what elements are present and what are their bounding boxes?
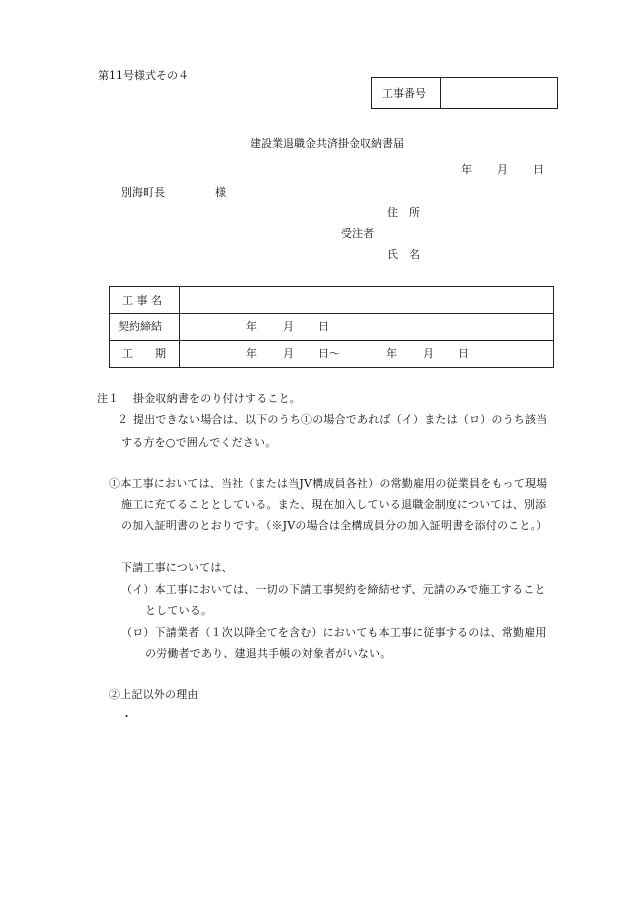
reason-1-line-2: 施工に充てることとしている。また、現在加入している退職金制度については、別添 xyxy=(121,498,547,511)
row-project-name-label: 工 事 名 xyxy=(122,294,162,307)
reason-1-line-1: ①本工事においては、当社（または当JV構成員各社）の常勤雇用の従業員をもって現場 xyxy=(109,477,548,490)
note-2-line-1: 提出できない場合は、以下のうち①の場合であれば（イ）または（ロ）のうち該当 xyxy=(133,413,548,426)
table-row-divider-2 xyxy=(110,340,553,341)
period-start-month: 月 xyxy=(283,347,294,360)
contract-table xyxy=(109,286,554,368)
reason-1-line-3: の加入証明書のとおりです。（※JVの場合は全構成員分の加入証明書を添付のこと。） xyxy=(121,519,548,532)
period-end-year: 年 xyxy=(386,347,397,360)
project-number-divider xyxy=(440,78,441,108)
note-1-text: 掛金収納書をのり付けすること。 xyxy=(133,392,301,405)
table-row-divider-1 xyxy=(110,313,553,314)
subcontract-ro-line-1: （ロ）下請業者（１次以降全てを含む）においても本工事に従事するのは、常勤雇用 xyxy=(121,626,547,639)
contract-month: 月 xyxy=(283,320,294,333)
row-contract-date-label: 契約締結 xyxy=(118,320,162,333)
note-2-number: ２ xyxy=(117,413,128,426)
period-end-day: 日 xyxy=(458,347,469,360)
subcontract-i-line-2: としている。 xyxy=(145,604,213,617)
period-start-day: 日～ xyxy=(318,347,340,360)
contractor-address-label: 住 所 xyxy=(387,206,420,219)
project-number-label: 工事番号 xyxy=(382,87,426,100)
document-title: 建設業退職金共済掛金収納書届 xyxy=(250,137,404,150)
period-start-year: 年 xyxy=(246,347,257,360)
contract-day: 日 xyxy=(318,320,329,333)
form-number: 第11号様式その４ xyxy=(98,69,189,82)
period-end-month: 月 xyxy=(423,347,434,360)
project-number-box xyxy=(371,77,558,109)
contract-year: 年 xyxy=(246,320,257,333)
row-period-label: 工 期 xyxy=(122,347,166,360)
date-day: 日 xyxy=(533,163,544,176)
date-month: 月 xyxy=(497,163,508,176)
note-1-number: 注１ xyxy=(97,392,119,405)
subcontract-ro-line-2: の労働者であり、建退共手帳の対象者がいない。 xyxy=(145,647,392,660)
table-column-divider xyxy=(179,287,180,367)
subcontract-heading: 下請工事については、 xyxy=(121,561,233,574)
contractor-name-label: 氏 名 xyxy=(387,248,420,261)
date-year: 年 xyxy=(461,163,472,176)
reason-2-heading: ②上記以外の理由 xyxy=(109,688,199,701)
note-2-line-2: する方を○で囲んでください。 xyxy=(121,436,277,449)
subcontract-i-line-1: （イ）本工事においては、一切の下請工事契約を締結せず、元請のみで施工すること xyxy=(121,583,546,596)
reason-2-bullet: ・ xyxy=(121,710,132,723)
addressee-honorific: 様 xyxy=(215,186,226,199)
addressee-name: 別海町長 xyxy=(121,186,165,199)
contractor-role: 受注者 xyxy=(341,227,374,240)
